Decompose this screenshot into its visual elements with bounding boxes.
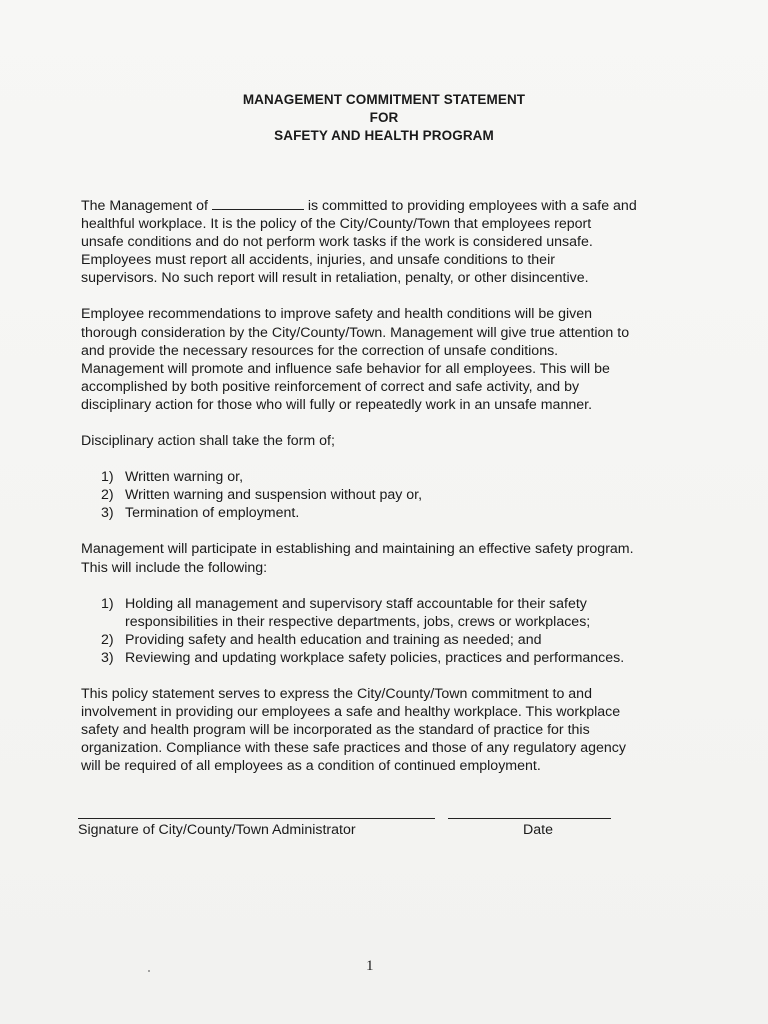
paragraph-line: This policy statement serves to express the City/County/Town commitment to and	[81, 685, 592, 702]
date-line	[448, 818, 611, 819]
document-title	[0, 91, 768, 145]
commitment-paragraph	[81, 197, 681, 287]
title-line-3: SAFETY AND HEALTH PROGRAM	[274, 128, 494, 143]
list-number: 1)	[101, 595, 114, 612]
paragraph-line: healthful workplace. It is the policy of the City/County/Town that employees report	[81, 216, 592, 233]
list-number: 3)	[101, 649, 114, 666]
list-number: 3)	[101, 505, 114, 522]
organization-name-blank	[212, 197, 304, 210]
title-line-1: MANAGEMENT COMMITMENT STATEMENT	[242, 92, 526, 107]
management-of-prefix: The Management of	[81, 198, 212, 214]
disciplinary-intro	[81, 432, 681, 450]
paragraph-line: accomplished by both positive reinforcement of correct and safe activity, and by	[81, 378, 580, 395]
paragraph-line: involvement in providing our employees a safe and healthy workplace. This workplace	[81, 704, 621, 721]
signature-line	[78, 818, 435, 819]
list-item-text: Written warning or,	[125, 469, 244, 486]
list-item	[81, 486, 681, 504]
paragraph-line: Disciplinary action shall take the form of;	[81, 433, 335, 450]
program-intro	[81, 540, 681, 576]
scan-speck	[148, 970, 150, 972]
disciplinary-list	[81, 468, 681, 522]
page-number: 1	[366, 958, 374, 974]
list-item-text: Written warning and suspension without pay or,	[125, 487, 423, 504]
paragraph-line: will be required of all employees as a condition of continued employment.	[81, 758, 541, 775]
paragraph-line: unsafe conditions and do not perform work tasks if the work is considered unsafe.	[81, 234, 593, 251]
paragraph-line: Employees must report all accidents, injuries, and unsafe conditions to their	[81, 252, 555, 269]
signature-block	[78, 818, 618, 858]
management-of-suffix: is committed to providing employees with a safe and	[303, 198, 637, 214]
paragraph-line	[81, 197, 681, 215]
list-item-text: responsibilities in their respective departments, jobs, crews or workplaces;	[125, 613, 591, 630]
paragraph-line: disciplinary action for those who will fully or repeatedly work in an unsafe manner.	[81, 396, 593, 413]
closing-paragraph	[81, 685, 681, 775]
signature-label: Signature of City/County/Town Administrator	[78, 822, 356, 838]
list-number: 1)	[101, 469, 114, 486]
paragraph-line: thorough consideration by the City/County/Town. Management will give true attention to	[81, 324, 630, 341]
document-body	[81, 197, 681, 793]
paragraph-line: supervisors. No such report will result in retaliation, penalty, or other disincentive.	[81, 270, 589, 287]
list-item	[81, 595, 681, 631]
paragraph-line: Management will promote and influence safe behavior for all employees. This will be	[81, 360, 610, 377]
list-item	[81, 468, 681, 486]
recommendations-paragraph	[81, 305, 681, 414]
paragraph-line: organization. Compliance with these safe practices and those of any regulatory agency	[81, 740, 626, 757]
list-item	[81, 504, 681, 522]
list-number: 2)	[101, 631, 114, 648]
list-item-text: Termination of employment.	[125, 505, 300, 522]
list-item-text: Providing safety and health education and training as needed; and	[125, 631, 542, 648]
program-list	[81, 595, 681, 667]
date-label: Date	[523, 822, 553, 838]
paragraph-line: Employee recommendations to improve safety and health conditions will be given	[81, 306, 593, 323]
list-number: 2)	[101, 487, 114, 504]
list-item	[81, 649, 681, 667]
paragraph-line: This will include the following:	[81, 559, 268, 576]
list-item-text: Reviewing and updating workplace safety policies, practices and performances.	[125, 649, 625, 666]
list-item-text: Holding all management and supervisory staff accountable for their safety	[125, 595, 587, 612]
list-item	[81, 631, 681, 649]
paragraph-line: Management will participate in establishing and maintaining an effective safety program.	[81, 541, 634, 558]
paragraph-line: safety and health program will be incorporated as the standard of practice for this	[81, 722, 590, 739]
paragraph-line: and provide the necessary resources for the correction of unsafe conditions.	[81, 342, 559, 359]
title-line-2: FOR	[369, 110, 399, 125]
